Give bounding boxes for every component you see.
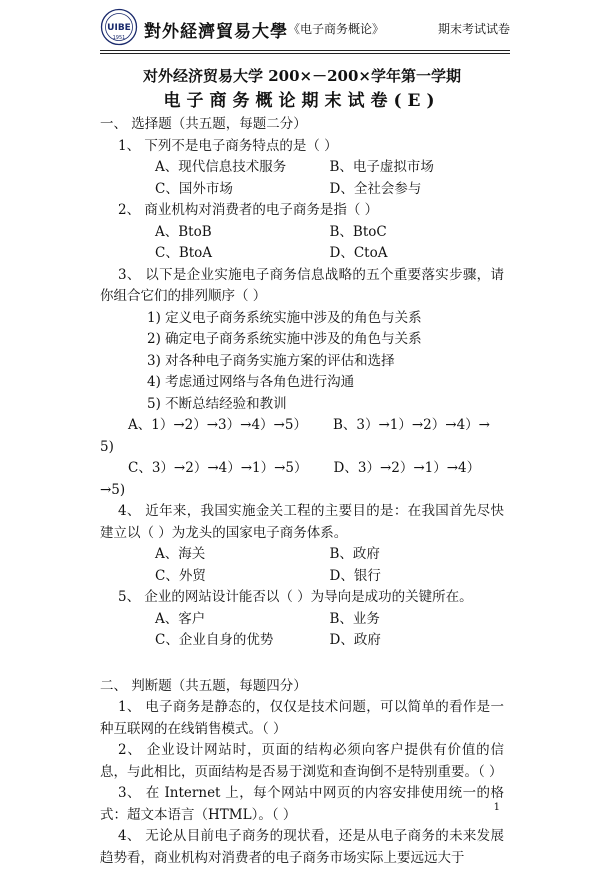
question-1-1-options [100, 157, 504, 179]
question-2-3: 3、 在 Internet 上，每个网站中网页的内容安排使用统一的格式：超文本语言（HTML）。（ ） [100, 785, 504, 823]
option: A、客户 [155, 610, 206, 627]
option: A、现代信息技术服务 [155, 159, 287, 175]
logo-year: 1951 [112, 35, 126, 41]
option-d: D、3）→2）→1）→4） [333, 460, 481, 476]
step-item: 2) 确定电子商务系统实施中涉及的角色与关系 [147, 331, 422, 347]
header-divider [100, 50, 510, 51]
option: B、BtoC [329, 223, 387, 240]
step-item: 1) 定义电子商务系统实施中涉及的角色与关系 [147, 309, 422, 326]
page-number: 1 [493, 802, 500, 813]
option: C、国外市场 [155, 180, 233, 197]
question-1-4: 4、 近年来，我国实施金关工程的主要目的是：在我国首先尽快建立以（ ）为龙头的国家电子商务体系。 [100, 503, 504, 541]
option: D、CtoA [329, 245, 388, 261]
option: C、BtoA [155, 245, 213, 261]
option: A、BtoB [155, 223, 212, 240]
option-d-cont: →5) [100, 481, 126, 498]
option: C、外贸 [155, 567, 206, 584]
option: D、政府 [329, 632, 381, 648]
logo-text: UIBE [107, 23, 131, 33]
option: D、银行 [329, 567, 381, 584]
question-1-1: 1、 下列不是电子商务特点的是（ ） [118, 137, 338, 154]
step-item: 4) 考虑通过网络与各角色进行沟通 [147, 374, 355, 390]
step-item: 5) 不断总结经验和教训 [147, 395, 287, 412]
option: D、全社会参与 [329, 180, 422, 197]
question-1-2-options [100, 222, 504, 244]
option: A、海关 [155, 546, 206, 562]
option: B、业务 [329, 610, 380, 627]
section-2-heading: 二、 判断题（共五题，每题四分） [100, 677, 307, 694]
option: B、电子虚拟市场 [329, 159, 434, 175]
question-2-4: 4、 无论从目前电子商务的现状看，还是从电子商务的未来发展趋势看，商业机构对消费者的电子商务市场实际上要远远大于 [100, 828, 504, 866]
header-exam-type: 期末考试试卷 [437, 22, 510, 36]
university-name: 對外経濟貿易大學 [144, 22, 288, 42]
exam-term-title: 对外经济贸易大学 200×－200×学年第一学期 [143, 67, 461, 85]
question-1-3-options-cd [100, 458, 504, 480]
question-1-2: 2、 商业机构对消费者的电子商务是指（ ） [118, 202, 379, 218]
header-divider-2 [100, 53, 510, 54]
header-course-title: 《电子商务概论》 [288, 22, 385, 36]
section-1-heading: 一、 选择题（共五题，每题二分） [100, 116, 307, 132]
option-b: B、3）→1）→2）→4）→ [332, 417, 490, 433]
exam-content [100, 64, 504, 869]
question-1-3-options-ab [100, 415, 504, 437]
question-1-4-options [100, 566, 504, 588]
option-b-cont: 5) [100, 438, 114, 455]
page-header [100, 8, 510, 48]
question-1-3: 3、 以下是企业实施电子商务信息战略的五个重要落实步骤，请你组合它们的排列顺序（ ） [100, 266, 504, 304]
option: B、政府 [329, 546, 380, 562]
option-a: A、1）→2）→3）→4）→5） [128, 417, 307, 433]
question-2-2: 2、 企业设计网站时，页面的结构必须向客户提供有价值的信息，与此相比，页面结构是否易于浏览和查询倒不是特别重要。（ ） [100, 742, 504, 780]
question-1-5-options [100, 609, 504, 631]
question-1-1-options [100, 179, 504, 201]
question-1-4-options [100, 544, 504, 566]
option: C、企业自身的优势 [155, 632, 274, 648]
option-c: C、3）→2）→4）→1）→5） [128, 460, 308, 476]
exam-title: 电子商务概论期末试卷(E) [163, 91, 441, 111]
question-1-5: 5、 企业的网站设计能否以（ ）为导向是成功的关键所在。 [118, 589, 473, 605]
question-2-1: 1、 电子商务是静态的，仅仅是技术问题，可以简单的看作是一种互联网的在线销售模式。（ ） [100, 699, 504, 737]
university-logo-icon [100, 8, 138, 46]
question-1-5-options [100, 630, 504, 652]
step-item: 3) 对各种电子商务实施方案的评估和选择 [147, 352, 395, 369]
question-1-2-options [100, 243, 504, 265]
